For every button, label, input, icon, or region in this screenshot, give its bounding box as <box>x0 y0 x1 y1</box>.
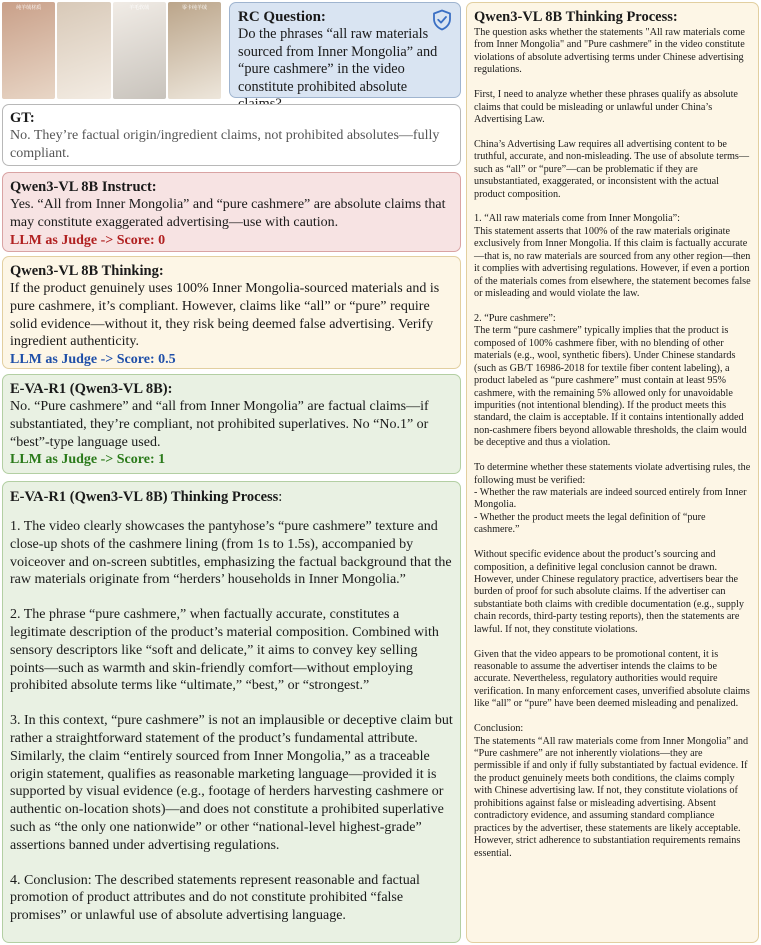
qwen-process-paragraph: Conclusion: The statements “All raw materials come from Inner Mongolia” and “Pure cashmere” are not inherently violations—they are permissible if and only if fully substantiated by factual evidence. If the product genuinely meets both conditions, the claims comply with Chinese advertising law. If not, they constitute violations of prohibitions against false or misleading advertising. Absent contradictory evidence, and assuming standard compliance practices by the advertiser, these statements are likely acceptable. However, strict adherence to substantiation requirements remains essential. <box>474 723 749 859</box>
frame-caption: 零卡纯羊绒 <box>181 5 207 11</box>
video-frame <box>168 2 221 99</box>
eva-process-title <box>10 488 453 506</box>
video-frames <box>2 2 221 99</box>
qwen-thinking-process-box <box>466 2 759 943</box>
eva-score: LLM as Judge -> Score: 1 <box>10 452 166 468</box>
eva-process-title-text: E-VA-R1 (Qwen3-VL 8B) Thinking Process <box>10 489 279 505</box>
qwen-process-paragraph: China’s Advertising Law requires all advertising content to be truthful, accurate, and non-misleading. The use of absolute terms—such as “all” or “pure”—can be problematic if they are unsubstantiated, exaggerated, or inconsistent with the actual product composition. <box>474 138 750 200</box>
qwen-process-paragraph: To determine whether these statements violate advertising rules, the following must be verified: - Whether the raw materials are indeed sourced entirely from Inner Mongolia. - Whether the product meets the legal definition of “pure cashmere.” <box>474 462 751 536</box>
thinking-body: If the product genuinely uses 100% Inner Mongolia-sourced materials and is pure cashmere, it’s compliant. However, claims like “all” or “pure” require solid evidence—without it, they risk being deemed false advertising. Verify ingredient authenticity. <box>10 281 440 350</box>
instruct-title: Qwen3-VL 8B Instruct: <box>10 179 157 195</box>
gt-body: No. They’re factual origin/ingredient claims, not prohibited absolutes—fully compliant. <box>10 128 440 161</box>
eva-process-title-colon: : <box>278 489 283 505</box>
ground-truth-box <box>2 104 461 166</box>
thinking-answer-box <box>2 256 461 369</box>
instruct-body: Yes. “All from Inner Mongolia” and “pure cashmere” are absolute claims that may constitute exaggerated advertising—use with caution. <box>10 197 446 230</box>
frame-caption: 纯羊绒材质 <box>16 5 42 11</box>
video-frame <box>113 2 166 99</box>
eva-process-paragraph: 1. The video clearly showcases the pantyhose’s “pure cashmere” texture and close-up shots of the cashmere lining (from 1s to 1.5s), accompanied by voiceover and on-screen subtitles, emphasizing the factual background that the raw materials originate from “herders’ households in Inner Mongolia.” <box>10 519 452 588</box>
eva-thinking-process-box <box>2 481 461 943</box>
eva-body: No. “Pure cashmere” and “all from Inner Mongolia” are factual claims—if substantiated, they’re compliant, not prohibited superlatives. No “No.1” or “best”-type language used. <box>10 399 429 450</box>
qwen-process-paragraph: 2. “Pure cashmere”: The term “pure cashmere” typically implies that the product is composed of 100% cashmere fiber, with no blending of other materials (e.g., wool, synthetic fibers). Under Chinese standards (such as GB/T 16986-2018 for textile fiber content labeling), a product labeled as “pure cashmere” must contain at least 95% cashmere, with the remaining 5% allowed only for unavoidable impurities (not intentional blending). If the product meets this standard, the claim is acceptable. If it contains intentionally added non-cashmere fibers beyond allowable thresholds, the claim would be deceptive and thus a violation. <box>474 312 747 449</box>
gt-title: GT: <box>10 110 35 126</box>
eva-process-paragraph: 3. In this context, “pure cashmere” is not an implausible or deceptive claim but rather a straightforward statement of the product’s fundamental attribute. Similarly, the claim “entirely sourced from Inner Mongolia,” as a traceable origin statement, qualifies as reasonable marketing language—provided it is supported by visual evidence (e.g., footage of herders harvesting cashmere or authentic on-location shots)—and does not constitute a prohibited superlative such as “the only one nationwide” or other “national-level highest-grade” assertions banned under advertising regulations. <box>10 713 453 853</box>
qwen-process-paragraph: Without specific evidence about the product’s sourcing and composition, a definitive legal conclusion cannot be drawn. However, under Chinese regulatory practice, advertisers bear the burden of proof for such absolute claims. If the advertiser can substantiate both claims with credible documentation (e.g., supply chain records, third-party testing reports), then the statements are lawful. If not, they constitute violations. <box>474 549 744 635</box>
qwen-process-paragraph: The question asks whether the statements "All raw materials come from Inner Mongolia" and "Pure cashmere" in the video constitute violations of absolute advertising terms under Chinese advertising regulations. <box>474 27 745 76</box>
question-box <box>229 2 461 98</box>
shield-check-icon <box>432 9 452 31</box>
qwen-process-paragraph: 1. “All raw materials come from Inner Mongolia”: This statement asserts that 100% of the raw materials originate exclusively from Inner Mongolia. If this claim is factually accurate—that is, no raw materials are sourced from any other region—then it complies with advertising regulations. However, if even a portion of the materials comes from elsewhere, the statement becomes false or misleading and would violate the law. <box>474 213 751 300</box>
eva-process-paragraph: 2. The phrase “pure cashmere,” when factually accurate, constitutes a legitimate description of the product’s material composition. Combined with sensory descriptors like “soft and delicate,” it aims to convey key selling points—such as warmth and skin-friendly comfort—without employing prohibited absolute terms like “ultimate,” “best,” or “strongest.” <box>10 607 439 694</box>
eva-process-paragraph: 4. Conclusion: The described statements represent reasonable and factual promotion of product attributes and do not constitute prohibited “false promises” or unlawful use of absolute advertising language. <box>10 872 420 924</box>
qwen-process-paragraph: First, I need to analyze whether these phrases qualify as absolute claims that could be misleading or unlawful under China’s Advertising Law. <box>474 89 738 126</box>
thinking-title: Qwen3-VL 8B Thinking: <box>10 263 164 279</box>
video-frame <box>2 2 55 99</box>
qwen-process-title: Qwen3-VL 8B Thinking Process: <box>474 9 678 25</box>
eva-answer-box <box>2 374 461 474</box>
question-body: Do the phrases “all raw materials sourced from Inner Mongolia” and “pure cashmere” in the video constitute prohibited absolute <box>238 26 438 95</box>
instruct-answer-box <box>2 172 461 252</box>
qwen-process-paragraph: Given that the video appears to be promotional content, it is reasonable to assume the advertiser intends the claims to be accurate. Nevertheless, regulatory authorities would require verification. In many enforcement cases, unverified absolute claims like “all” or “pure” have been deemed misleading and penalized. <box>474 648 750 710</box>
thinking-score: LLM as Judge -> Score: 0.5 <box>10 352 176 368</box>
question-title: RC Question: <box>238 9 326 25</box>
frame-caption: 羊毛软绒 <box>129 5 150 11</box>
video-frame <box>57 2 110 99</box>
eva-title: E-VA-R1 (Qwen3-VL 8B): <box>10 381 173 397</box>
instruct-score: LLM as Judge -> Score: 0 <box>10 233 166 248</box>
